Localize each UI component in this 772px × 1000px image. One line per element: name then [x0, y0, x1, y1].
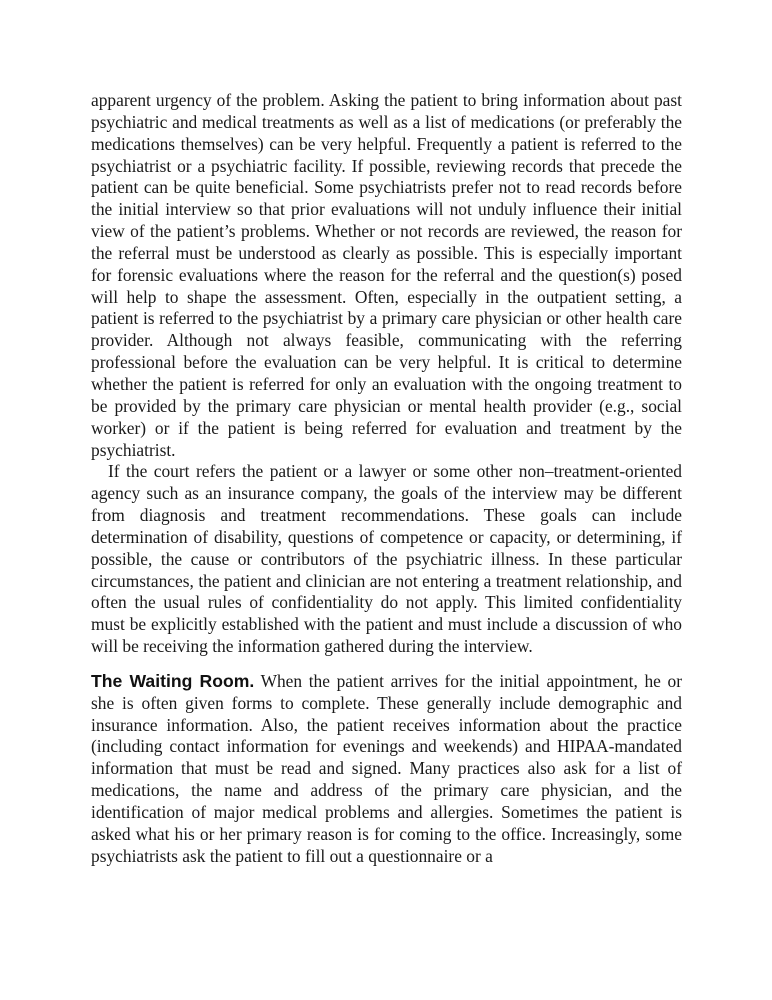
section-heading: The Waiting Room. [91, 670, 255, 691]
section-body-text: When the patient arrives for the initial appointment, he or she is often given forms to complete. These generally include demographic and insurance information. Also, the patient receives information about the practice (including contact information for evenings and weekends) and HIPAA-mandated information that must be read and signed. Many practices also ask for a list of medications, the name and address of the primary care physician, and the identification of major medical problems and allergies. Sometimes the patient is asked what his or her primary reason is for coming to the office. Increasingly, some psychiatrists ask the patient to fill out a questionnaire or a [91, 670, 682, 866]
body-paragraph-1: apparent urgency of the problem. Asking the patient to bring information about past psychiatric and medical treatments as well as a list of medications (or preferably the medications themselves) can be very helpful. Frequently a patient is referred to the psychiatrist or a psychiatric facility. If possible, reviewing records that precede the patient can be quite beneficial. Some psychiatrists prefer not to read records before the initial interview so that prior evaluations will not unduly influence their initial view of the patient’s problems. Whether or not records are reviewed, the reason for the referral must be understood as clearly as possible. This is especially important for forensic evaluations where the reason for the referral and the question(s) posed will help to shape the assessment. Often, especially in the outpatient setting, a patient is referred to the psychiatrist by a primary care physician or other health care provider. Although not always feasible, communicating with the referring professional before the evaluation can be very helpful. It is critical to determine whether the patient is referred for only an evaluation with the ongoing treatment to be provided by the primary care physician or mental health provider (e.g., social worker) or if the patient is being referred for evaluation and treatment by the psychiatrist. [91, 90, 682, 460]
waiting-room-section [91, 671, 682, 868]
body-paragraph-2: If the court refers the patient or a lawyer or some other non–treatment-oriented agency such as an insurance company, the goals of the interview may be different from diagnosis and treatment recommendations. These goals can include determination of disability, questions of competence or capacity, or determining, if possible, the cause or contributors of the psychiatric illness. In these particular circumstances, the patient and clinician are not entering a treatment relationship, and often the usual rules of confidentiality do not apply. This limited confidentiality must be explicitly established with the patient and must include a discussion of who will be receiving the information gathered during the interview. [91, 461, 682, 657]
document-page [91, 90, 682, 868]
